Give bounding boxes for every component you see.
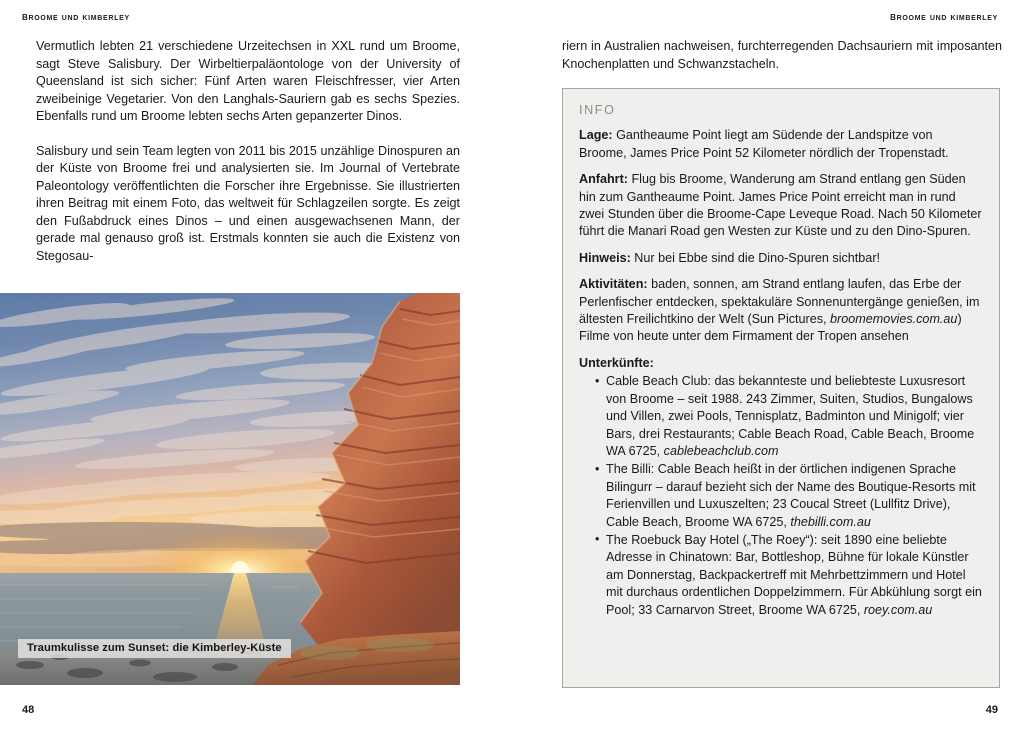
right-paragraph-1: riern in Australien nachweisen, furchterregenden Dachsauriern mit imposanten Knochenplatten und Schwanzstacheln. xyxy=(562,39,1002,71)
info-entry-label: Hinweis: xyxy=(579,250,631,265)
list-item-text: The Billi: Cable Beach heißt in der örtlichen indigenen Sprache Bilingurr – darauf bezieht sich der Name des Boutique-Resorts mit Ferienvillen und Luxuszelten; 23 Coucal Street (Lullfitz Drive), Cable Beach, Broome WA 6725, xyxy=(606,462,976,529)
left-paragraph-2: Salisbury und sein Team legten von 2011 bis 2015 unzählige Dinospuren an der Küste von Broome frei und analysierten sie. Im Journal of Vertebrate Paleontology veröffentlichten die Forscher ihre Ergebnisse. Sie illustrierten ihren Beitrag mit einem Foto, das weltweit für Schlagzeilen sorgte. Es zeigt den Fußabdruck eines Dinos – und einen ausgewachsenen Mann, der gerade mal genauso groß ist. Erstmals konnten sie auch die Existenz von Stegosau- xyxy=(36,143,460,264)
accommodation-list xyxy=(579,373,983,619)
list-item-text: The Roebuck Bay Hotel („The Roey“): seit 1890 eine beliebte Adresse in Chinatown: Bar, Bottleshop, Bühne für lokale Künstler am Donnerstag, Backpackertreff mit Mehrbettzimmern und Hotel mit durchaus ordentlichen Doppelzimmern. Für Abkühlung sorgt ein Pool; 33 Carnarvon Street, Broome WA 6725, xyxy=(606,532,982,617)
page-number-left: 48 xyxy=(22,704,35,716)
photo-caption: Traumkulisse zum Sunset: die Kimberley-Küste xyxy=(18,639,291,658)
coast-sunset-photo xyxy=(0,293,460,685)
list-item xyxy=(595,373,983,460)
accommodation-heading: Unterkünfte: xyxy=(579,355,654,370)
info-entry-anfahrt xyxy=(579,171,983,241)
running-head-left: broome und kimberley xyxy=(22,11,130,23)
list-item-text: Cable Beach Club: das bekannteste und beliebteste Luxusresort von Broome – seit 1988. 243 Zimmer, Suiten, Studios, Bungalows und Villen, zwei Pools, Tennisplatz, Badminton und Minigolf; vier Bars, drei Restaurants; Cable Beach Road, Cable Beach, Broome WA 6725, xyxy=(606,374,975,458)
info-entry-label: Lage: xyxy=(579,128,613,143)
left-paragraph-1: Vermutlich lebten 21 verschiedene Urzeitechsen in XXL rund um Broome, sagt Steve Salisbury. Der Wirbeltierpaläontologe von der University of Queensland ist sich sicher: Fünf Arten waren Fleischfresser, vier Arten zweibeinige Vegetarier. Von den Langhals-Sauriern gab es sechs Spezies. Ebenfalls rund um Broome lebten sechs Arten gepanzerter Dinos. xyxy=(36,39,460,124)
info-entry-text-tail: ) Filme von heute unter dem Firmament der Tropen ansehen xyxy=(579,312,962,344)
list-item xyxy=(595,461,983,531)
running-head-right: broome und kimberley xyxy=(890,11,998,23)
left-text-column xyxy=(36,38,460,266)
right-text-column xyxy=(562,38,1002,73)
photo-artwork xyxy=(0,293,460,685)
info-entry-text: Gantheaume Point liegt am Südende der Landspitze von Broome, James Price Point 52 Kilometer nördlich der Tropenstadt. xyxy=(579,128,949,160)
info-entry-label: Anfahrt: xyxy=(579,172,628,187)
bullet-glyph: • xyxy=(595,373,600,388)
bullet-glyph: • xyxy=(595,532,600,547)
info-entry-aktivitaeten xyxy=(579,276,983,346)
list-item xyxy=(595,532,983,619)
info-entry-text: Nur bei Ebbe sind die Dino-Spuren sichtbar! xyxy=(630,250,881,265)
info-entry-text: baden, sonnen, am Strand entlang laufen, das Erbe der Perlenfischer entdecken, spektakuläre Sonnenuntergänge genießen, im ältesten Freilichtkino der Welt (Sun Pictures, xyxy=(579,277,980,327)
thebilli-url[interactable]: thebilli.com.au xyxy=(790,514,871,529)
info-entry-text: Flug bis Broome, Wanderung am Strand entlang gen Süden hin zum Gantheaume Point. James Price Point erreicht man in rund zwei Stunden über die Broome-Cape Leveque Road. Nach 50 Kilometer führt die Manari Road gen Westen zur Küste und zu den Dino-Spuren. xyxy=(579,172,982,239)
info-entry-hinweis xyxy=(579,250,983,267)
info-entry-unterkuenfte xyxy=(579,355,983,619)
cable-beach-club-url[interactable]: cablebeachclub.com xyxy=(663,443,779,458)
bullet-glyph: • xyxy=(595,461,600,476)
info-entry-label: Aktivitäten: xyxy=(579,277,648,292)
info-entry-lage xyxy=(579,127,983,162)
info-box xyxy=(562,88,1000,688)
roey-url[interactable]: roey.com.au xyxy=(863,602,933,617)
sun-pictures-url[interactable]: broomemovies.com.au xyxy=(830,312,958,327)
info-box-title: INFO xyxy=(579,103,616,117)
page-number-right: 49 xyxy=(985,704,998,716)
